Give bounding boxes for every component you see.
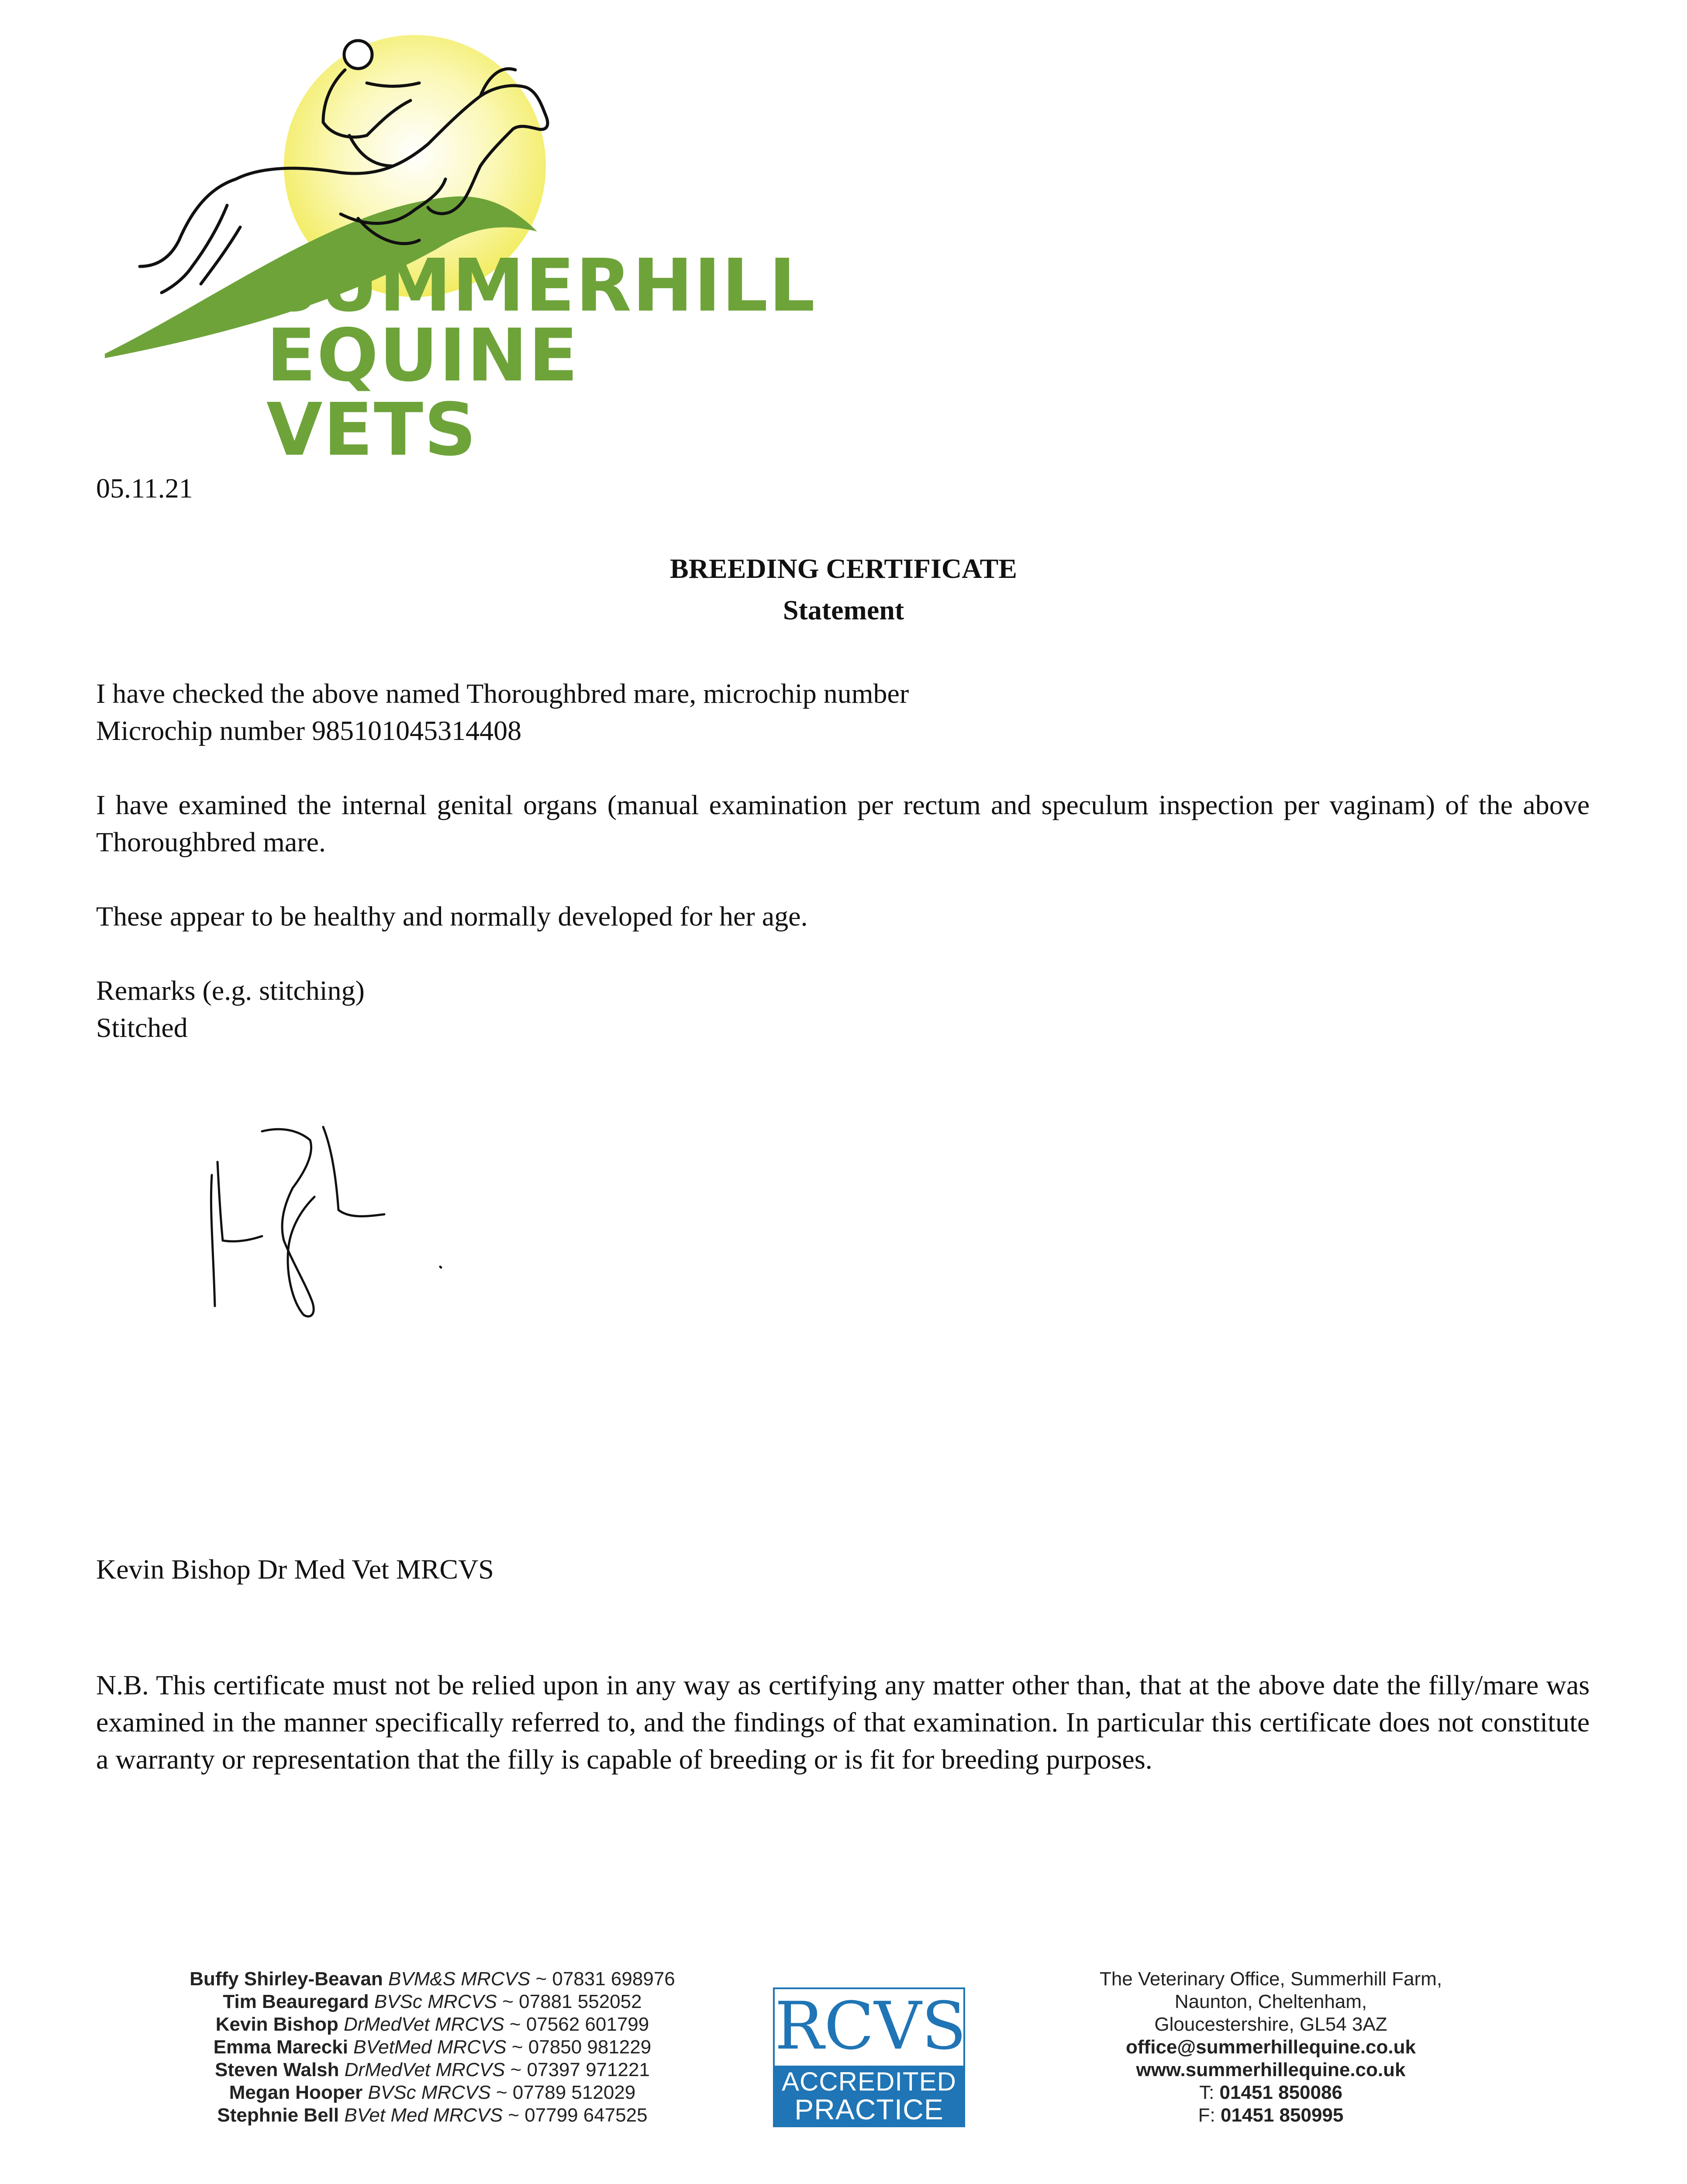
remarks-label: Remarks (e.g. stitching) [96, 975, 365, 1006]
checked-line-1: I have checked the above named Thoroughbred mare, microchip number [96, 678, 909, 709]
examined-statement: I have examined the internal genital organs (manual examination per rectum and speculum inspection per vaginam) of the above Thoroughbred mare. [96, 789, 1590, 857]
vet-entry: Tim Beauregard BVSc MRCVS ~ 07881 552052 [223, 1991, 642, 2012]
vet-entry: Kevin Bishop DrMedVet MRCVS ~ 07562 601799 [215, 2014, 649, 2035]
rcvs-badge-line2: PRACTICE [794, 2093, 944, 2125]
logo-text-line2: EQUINE VETS [266, 314, 579, 472]
rcvs-badge-line1: ACCREDITED [781, 2067, 957, 2096]
remarks-section [96, 972, 365, 1046]
rcvs-accredited-badge [773, 1987, 965, 2127]
vet-entry: Megan Hooper BVSc MRCVS ~ 07789 512029 [229, 2082, 636, 2103]
vet-entry: Emma Marecki BVetMed MRCVS ~ 07850 981229 [213, 2036, 652, 2058]
rcvs-badge-top: RCVS [775, 1988, 966, 2064]
certificate-title: BREEDING CERTIFICATE [670, 553, 1017, 584]
logo-text-line1: SUMMERHILL [266, 244, 816, 328]
fax: F: 01451 850995 [1198, 2105, 1344, 2126]
remarks-value: Stitched [96, 1012, 188, 1043]
vet-entry: Stephnie Bell BVet Med MRCVS ~ 07799 647525 [217, 2105, 648, 2126]
telephone-number[interactable]: 01451 850086 [1219, 2082, 1342, 2103]
vet-entry: Steven Walsh DrMedVet MRCVS ~ 07397 971221 [215, 2059, 650, 2080]
email-link[interactable]: office@summerhillequine.co.uk [1126, 2036, 1416, 2058]
address-line: The Veterinary Office, Summerhill Farm, [1099, 1968, 1442, 1990]
vet-entry: Buffy Shirley-Beavan BVM&S MRCVS ~ 07831 698976 [190, 1968, 675, 1990]
microchip-number: Microchip number 985101045314408 [96, 715, 522, 746]
fax-number: 01451 850995 [1220, 2105, 1344, 2126]
address-line: Gloucestershire, GL54 3AZ [1154, 2014, 1387, 2035]
website-link[interactable]: www.summerhillequine.co.uk [1136, 2059, 1406, 2080]
certificate-subtitle: Statement [783, 594, 904, 625]
telephone: T: 01451 850086 [1199, 2082, 1342, 2103]
signature [192, 1109, 454, 1328]
certificate-date: 05.11.21 [96, 473, 193, 504]
signatory-name: Kevin Bishop Dr Med Vet MRCVS [96, 1554, 494, 1585]
logo [96, 22, 816, 472]
healthy-statement: These appear to be healthy and normally developed for her age. [96, 901, 808, 932]
address-line: Naunton, Cheltenham, [1174, 1991, 1367, 2012]
practice-address [1013, 1968, 1528, 2127]
checked-statement [96, 675, 1590, 749]
disclaimer: N.B. This certificate must not be relied upon in any way as certifying any matter other than, that at the above date the filly/mare was examined in the manner specifically referred to, and the findings of that examination. In particular this certificate does not constitute a warranty or representation that the filly is capable of breeding or is fit for breeding purposes. [96, 1669, 1590, 1775]
vet-list [122, 1968, 742, 2127]
